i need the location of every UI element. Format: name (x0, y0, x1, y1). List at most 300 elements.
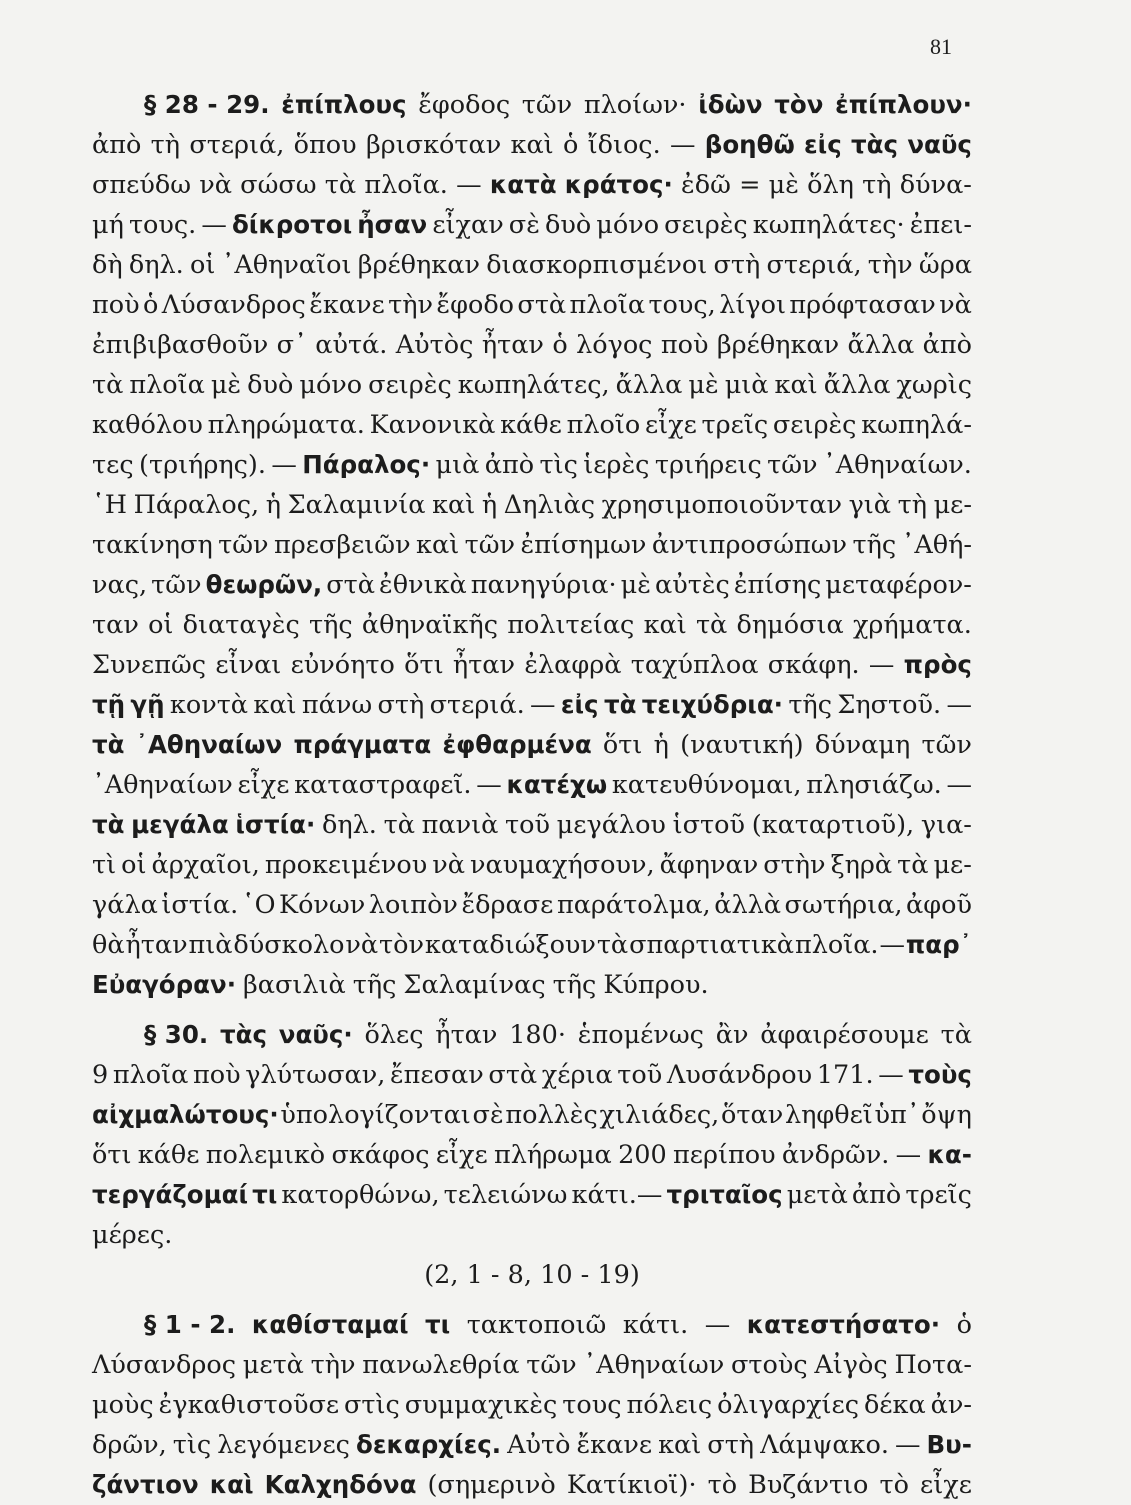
word: τὴν (867, 250, 913, 280)
word: ἀπὸ (92, 130, 142, 160)
word: ἐθνικὰ (379, 570, 467, 600)
word: — (476, 770, 502, 800)
word: λίγοι (719, 290, 786, 320)
word: Ποτα- (894, 1350, 972, 1380)
word: ποὺ (660, 330, 709, 360)
bold-term: παρ᾿ (905, 930, 972, 959)
word: σειρὲς (772, 410, 857, 440)
text-line (92, 845, 972, 885)
word: ᾿Αθηναίων (583, 1350, 725, 1380)
text-line (92, 165, 972, 205)
word: (καταρτιοῦ), (751, 810, 915, 840)
word: δημόσια (736, 610, 844, 640)
word: ἀρχαῖοι, (151, 850, 260, 880)
word: πλοῖα (569, 290, 646, 320)
word: βρισκόταν (365, 130, 502, 160)
word: κωπηλάτες· (752, 210, 905, 240)
word: σειρὲς (368, 370, 452, 400)
word: ὀλιγαρχίες (717, 1390, 860, 1420)
word: (ναυτική) (680, 730, 804, 760)
word: τὴ (150, 130, 181, 160)
text-line (92, 1095, 972, 1135)
word: προκειμένου (264, 850, 428, 880)
word: ἐλαφρὰ (524, 650, 622, 680)
word: εἶναι (215, 650, 282, 680)
bold-term: κατὰ (489, 170, 557, 199)
word: ξηρὰ (830, 850, 893, 880)
bold-term: εἰς (560, 690, 599, 719)
text-line (92, 605, 972, 645)
word: ὁ (562, 130, 579, 160)
word: λοιπὸν (368, 890, 458, 920)
word: ὁ (956, 1310, 972, 1340)
word: ἦταν (125, 930, 188, 960)
word: ᾿Αθηναῖοι (221, 250, 352, 280)
word: μεγάλου (556, 810, 666, 840)
word: πλησιάζω. (806, 770, 942, 800)
word: τῆς (352, 970, 397, 1000)
word: τῶν (767, 450, 818, 480)
bold-term: ἐφθαρμένα (442, 730, 592, 759)
word: ἔκανε (309, 290, 385, 320)
word: ἐπιβιβασθοῦν (92, 330, 269, 360)
word: τὸν (379, 930, 424, 960)
bold-term: πράγματα (293, 730, 432, 759)
word: δηλ. (322, 810, 377, 840)
word: στὴ (377, 690, 425, 720)
word: λεγόμενες (217, 1430, 350, 1460)
word: πρεσβειῶν (273, 530, 411, 560)
word: τῆς (309, 610, 353, 640)
word: εἶχε (435, 1140, 488, 1170)
word: κάθε (500, 410, 562, 440)
word: καταστραφεῖ. (294, 770, 472, 800)
word: ὁ (143, 290, 159, 320)
word: δυὸ (247, 370, 294, 400)
word: τῶν (151, 570, 202, 600)
text-line (92, 765, 972, 805)
word: γλύτωσαν, (245, 1060, 386, 1090)
word: ἀπὸ (851, 1180, 902, 1210)
bold-term: μεγάλα (131, 810, 229, 839)
word: σπαρτιατικὰ (629, 930, 795, 960)
word: Κύπρου. (603, 970, 709, 1000)
bold-term: ναῦς (907, 130, 972, 159)
word: ἄλλα (615, 370, 683, 400)
word: μὲ (688, 370, 719, 400)
text-line (92, 1055, 972, 1095)
word: ἦταν (481, 330, 544, 360)
word: ταν (92, 610, 139, 640)
word: στὴ (713, 250, 761, 280)
word: χιλιάδες, (599, 1100, 720, 1130)
word: μοὺς (92, 1390, 154, 1420)
text-line (92, 885, 972, 925)
text-line (92, 645, 972, 685)
word: καὶ (774, 370, 818, 400)
text-line (92, 1305, 972, 1345)
word: πιὰ (188, 930, 233, 960)
word: σπεύδω (92, 170, 192, 200)
word: διαταγὲς (182, 610, 300, 640)
word: παράτολμα, (556, 890, 711, 920)
word: ὅταν (721, 1100, 784, 1130)
word: εἶχε (644, 410, 697, 440)
word: — (946, 690, 972, 720)
word: ἀντιπροσώπων (651, 530, 848, 560)
bold-term: τὰ (92, 730, 125, 759)
text-line (92, 405, 972, 445)
word: ἀνδρῶν. (781, 1140, 890, 1170)
word: στεριά, (766, 250, 862, 280)
word: ὅπου (293, 130, 357, 160)
word: στὰ (326, 570, 375, 600)
word: ἱστία. (161, 890, 239, 920)
word: — (704, 1310, 731, 1340)
word: ᾿Αθηναίων. (822, 450, 972, 480)
word: δύνα- (899, 170, 972, 200)
text-line (92, 1385, 972, 1425)
word: ἡ (265, 490, 282, 520)
word: σκάφος (331, 1140, 430, 1170)
word: πλοῖα (129, 370, 205, 400)
word: ἀφοῦ (906, 890, 972, 920)
section-marker: § 30. (144, 1020, 209, 1049)
word: πλοῖα (112, 1060, 189, 1090)
word: Λυσάνδρου (666, 1060, 813, 1090)
text-line (92, 325, 972, 365)
word: πολλὲς (505, 1100, 598, 1130)
bold-term: Εὐαγόραν· (92, 970, 236, 999)
text-line (92, 485, 972, 525)
word: Δηλιὰς (503, 490, 596, 520)
word: δηλ. (128, 250, 184, 280)
word: τὴ (897, 490, 927, 520)
word: ἄφηναν (659, 850, 759, 880)
word: τὸ (879, 1470, 909, 1500)
word: δύσκολο (233, 930, 345, 960)
word: συμμαχικὲς (404, 1390, 558, 1420)
word: — (201, 210, 227, 240)
word: χέρια (541, 1060, 613, 1090)
bold-term: τὰς (219, 1020, 267, 1049)
word: ἐγκαθιστοῦσε (158, 1390, 340, 1420)
word: στοὺς (730, 1350, 808, 1380)
word: ἀθηναϊκῆς (361, 610, 498, 640)
word: τῶν (218, 530, 269, 560)
word: — (946, 770, 972, 800)
word: Λάμψακο. (760, 1430, 889, 1460)
word: ὅτι (602, 730, 643, 760)
word: τακτοποιῶ (466, 1310, 607, 1340)
word: μιὰ (435, 450, 480, 480)
word: σειρὲς (664, 210, 748, 240)
bold-term: Βυ- (926, 1430, 972, 1459)
word: ᾿Αθή- (901, 530, 972, 560)
bold-term: κράτος· (564, 170, 673, 199)
passage-reference: (2, 1 - 8, 10 - 19) (424, 1260, 640, 1290)
word: Συνεπῶς (92, 650, 207, 680)
word: — (670, 130, 696, 160)
word: — (271, 450, 297, 480)
word: ὁ (552, 330, 568, 360)
word: ἀπὸ (484, 450, 535, 480)
text-line (92, 85, 972, 125)
word: ἱερὲς (583, 450, 650, 480)
word: τῆς (788, 690, 832, 720)
bold-term: Καλχηδόνα (264, 1470, 417, 1499)
word: τους. (128, 210, 197, 240)
word: σωτήρια, (784, 890, 903, 920)
word: στὴ (707, 1430, 755, 1460)
word: 171. (816, 1060, 874, 1090)
page-number: 81 (930, 34, 952, 59)
bold-term: γῇ (130, 690, 165, 719)
word: κωπηλά- (861, 410, 972, 440)
word: καὶ (253, 690, 297, 720)
word: αὐτά. (315, 330, 388, 360)
word: βασιλιὰ (243, 970, 346, 1000)
text-line (92, 1015, 972, 1055)
bold-term: αἰχμαλώτους· (92, 1100, 279, 1129)
word: πλοῖα. (364, 170, 448, 200)
word: τῆς (552, 970, 597, 1000)
text-line (92, 925, 972, 965)
text-line (92, 205, 972, 245)
word: ἀπὸ (922, 330, 972, 360)
bold-term: ἦσαν (357, 210, 428, 239)
text-line (92, 805, 972, 845)
word: δύναμη (814, 730, 911, 760)
bold-term: τὰ (92, 810, 125, 839)
word: κάθε (137, 1140, 200, 1170)
word: τὰ (695, 610, 728, 640)
text-line (92, 565, 972, 605)
word: καὶ (416, 530, 460, 560)
word: σώσω (240, 170, 317, 200)
section-marker: § 28 - 29. (144, 90, 270, 119)
word: εἶχαν (432, 210, 504, 240)
word: ῾Ο (241, 890, 276, 920)
word: μετὰ (786, 1180, 848, 1210)
word: κωπηλάτες, (457, 370, 610, 400)
text-line (92, 725, 972, 765)
word: τὰ (596, 930, 629, 960)
word: περίπου (673, 1140, 776, 1170)
word: οἱ (190, 250, 216, 280)
text-line (92, 1215, 972, 1255)
word: στὰ (488, 1060, 538, 1090)
word: καὶ (432, 490, 476, 520)
word: τῶν (921, 730, 972, 760)
word: τὴν (388, 290, 434, 320)
word: ῾Η (92, 490, 127, 520)
bold-term: τριταῖος (666, 1180, 783, 1209)
word: ἔκανε (576, 1430, 653, 1460)
bold-term: κατεστήσατο· (746, 1310, 941, 1339)
word: ὑπολογίζονται (280, 1100, 471, 1130)
bold-term: πρὸς (903, 650, 972, 679)
word: σκάφη. (767, 650, 860, 680)
word: (σημερινὸ (427, 1470, 556, 1500)
text-line (92, 1135, 972, 1175)
word: Λύσανδρος (92, 1350, 237, 1380)
word: καὶ (643, 610, 687, 640)
word: τῶν (464, 530, 516, 560)
word: χρήματα. (852, 610, 972, 640)
word: ὅτι (92, 1140, 132, 1170)
word: — (456, 170, 482, 200)
word: οἱ (148, 610, 174, 640)
word: ἴδιος. (587, 130, 661, 160)
word: τακίνηση (92, 530, 213, 560)
word: νας, (92, 570, 148, 600)
word: μεταφέρον- (825, 570, 972, 600)
word: ἀλλὰ (714, 890, 781, 920)
word: δρῶν, (92, 1430, 167, 1460)
word: ἔφοδο (436, 290, 515, 320)
word: ἐπει- (909, 210, 972, 240)
word: ναυμαχήσουν, (470, 850, 655, 880)
word: 180· (509, 1020, 566, 1050)
bold-term: τι (252, 1180, 278, 1209)
text-line (92, 285, 972, 325)
word: κατορθώνω, (281, 1180, 440, 1210)
word: μὲ (768, 170, 799, 200)
word: Κανονικὰ (369, 410, 496, 440)
word: ἦταν (435, 1020, 498, 1050)
word: μόνο (596, 210, 660, 240)
bold-term: βοηθῶ (704, 130, 795, 159)
word: κάτι. (622, 1310, 689, 1340)
bold-term: τὰς (851, 130, 899, 159)
word: ὅλες (364, 1020, 424, 1050)
word: τὰ (383, 810, 415, 840)
word: τὰ (92, 370, 124, 400)
word: ἔπεσαν (389, 1060, 484, 1090)
word: 200 (618, 1140, 667, 1170)
word: καταδιώξουν (424, 930, 596, 960)
word: πανιὰ (421, 810, 499, 840)
word: τὰ (897, 850, 929, 880)
word: μιὰ (724, 370, 769, 400)
word: ἄλλα (847, 330, 915, 360)
word: λόγος (576, 330, 653, 360)
word: πλοῖα. (794, 930, 879, 960)
word: — (878, 1060, 904, 1090)
word: ἑπομένως (577, 1020, 704, 1050)
word: σ᾿ (276, 330, 307, 360)
word: βρέθηκαν (357, 250, 480, 280)
word: κατευθύνομαι, (611, 770, 802, 800)
word: χρησιμοποιοῦνταν (601, 490, 842, 520)
word: ὑπ᾿ (874, 1100, 920, 1130)
text-line (92, 1345, 972, 1385)
word: πληρώματα. (207, 410, 365, 440)
word: στεριά. (429, 690, 525, 720)
word: ὄψη (921, 1100, 972, 1130)
bold-term: τῇ (92, 690, 126, 719)
word: εὐνόητο (290, 650, 395, 680)
word: μὲ (620, 570, 651, 600)
text-line (92, 125, 972, 165)
word: με- (933, 850, 972, 880)
text-line (92, 365, 972, 405)
word: ποὺ (193, 1060, 241, 1090)
word: καθόλου (92, 410, 203, 440)
bold-term: ἐπίπλουν· (835, 90, 972, 119)
word: ἦταν (452, 650, 516, 680)
bold-term: δεκαρχίες. (355, 1430, 502, 1459)
word: αὐτὲς (654, 570, 730, 600)
word: ὥρα (918, 250, 972, 280)
word: στὶς (343, 1390, 400, 1420)
word: τοῦ (505, 810, 550, 840)
text-line (92, 445, 972, 485)
word: πλήρωμα (493, 1140, 612, 1170)
word: — (879, 930, 905, 960)
word: θὰ (92, 930, 125, 960)
word: τους, (648, 290, 716, 320)
word: τοῦ (617, 1060, 663, 1090)
word: μετὰ (242, 1350, 304, 1380)
bold-term: Πάραλος· (302, 450, 431, 479)
bold-term: τὸν (774, 90, 824, 119)
word: (τριήρης). (139, 450, 266, 480)
bold-term: ἰδὼν (698, 90, 763, 119)
text-line (92, 1465, 972, 1505)
word: γιὰ (848, 490, 892, 520)
word: ἐπίσημων (520, 530, 647, 560)
word: — (895, 1140, 922, 1170)
word: τὰ (324, 170, 357, 200)
word: καὶ (658, 1430, 702, 1460)
word: Σαλαμινία (287, 490, 426, 520)
word: νὰ (199, 170, 232, 200)
word: τρεῖς (701, 410, 769, 440)
word: = (739, 170, 761, 200)
word: τὶ (92, 850, 117, 880)
word: Λύσανδρος (161, 290, 306, 320)
word: Σαλαμίνας (403, 970, 546, 1000)
word: ἀν- (930, 1390, 972, 1420)
bold-term: ᾿Αθηναίων (135, 730, 283, 759)
bold-term: δίκροτοι (231, 210, 353, 239)
word: Αἰγὸς (814, 1350, 888, 1380)
word: ἐδῶ (681, 170, 731, 200)
bold-term: κα- (927, 1140, 972, 1169)
word: ἱστοῦ (672, 810, 745, 840)
word: Αὐτὸ (507, 1430, 571, 1460)
word: οἱ (121, 850, 147, 880)
word: νὰ (432, 850, 465, 880)
word: για- (920, 810, 972, 840)
word: τους (562, 1390, 622, 1420)
word: — (530, 690, 556, 720)
word: 9 (92, 1060, 109, 1090)
word: ἐπίσης (733, 570, 822, 600)
word: ἡ (481, 490, 498, 520)
word: τῆς (852, 530, 897, 560)
word: κοντὰ (169, 690, 249, 720)
word: ταχύπλοα (630, 650, 759, 680)
bold-term: θεωρῶν, (205, 570, 323, 599)
word: σὲ (508, 210, 540, 240)
word: μόνο (299, 370, 363, 400)
word: Σηστοῦ. (837, 690, 942, 720)
bold-term: καθίσταμαί (251, 1310, 409, 1339)
section-marker: § 1 - 2. (144, 1310, 236, 1339)
